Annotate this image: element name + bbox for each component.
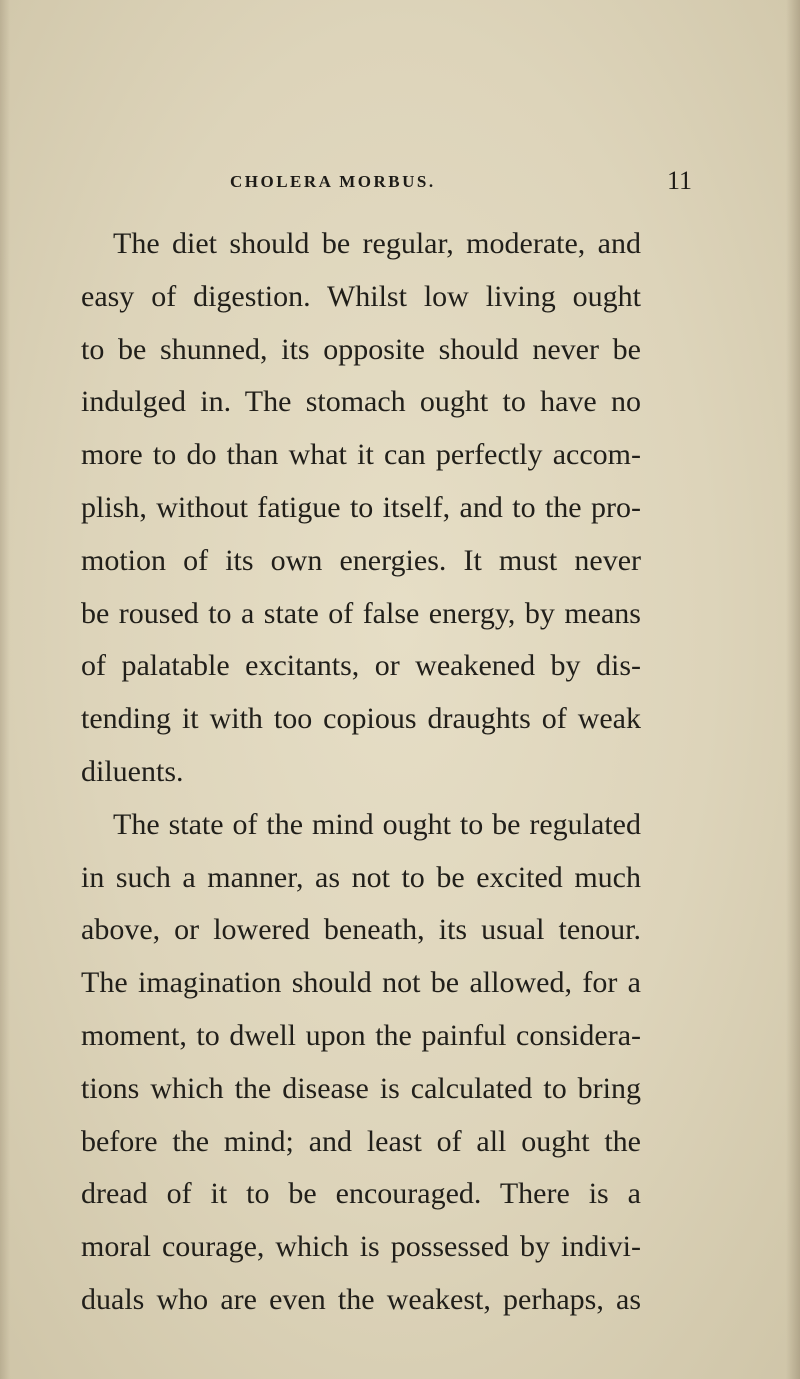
text-line: The imagination should not be allowed, for a	[81, 966, 641, 1000]
page-edge-shadow-right	[786, 0, 800, 1379]
paragraph-mind	[81, 799, 641, 1327]
text-line: easy of digestion. Whilst low living ought	[81, 279, 641, 313]
text-line: The diet should be regular, moderate, and	[113, 227, 641, 260]
text-line: motion of its own energies. It must never	[81, 543, 641, 577]
page-edge-shadow-left	[0, 0, 10, 1379]
paragraph-diet	[81, 218, 641, 799]
text-line: dread of it to be encouraged. There is a	[81, 1177, 641, 1211]
text-line: more to do than what it can perfectly accom-	[81, 438, 641, 472]
body-text	[81, 218, 641, 1327]
text-line: to be shunned, its opposite should never be	[81, 332, 641, 366]
running-head: CHOLERA MORBUS.	[230, 172, 436, 191]
text-line: moral courage, which is possessed by indivi-	[81, 1230, 641, 1264]
text-line: in such a manner, as not to be excited much	[81, 860, 641, 894]
text-line: be roused to a state of false energy, by means	[81, 596, 641, 630]
text-line: tions which the disease is calculated to bring	[81, 1071, 641, 1105]
text-line: moment, to dwell upon the painful considera-	[81, 1018, 641, 1052]
text-line: diluents.	[81, 754, 184, 788]
text-line: before the mind; and least of all ought the	[81, 1124, 641, 1158]
text-line: above, or lowered beneath, its usual tenour.	[81, 913, 641, 947]
page-header	[140, 166, 692, 200]
text-line: plish, without fatigue to itself, and to the pro-	[81, 490, 641, 524]
text-line: tending it with too copious draughts of weak	[81, 702, 641, 736]
page-number: 11	[666, 166, 692, 195]
text-line: duals who are even the weakest, perhaps, as	[81, 1282, 641, 1316]
text-line: indulged in. The stomach ought to have no	[81, 385, 641, 419]
text-line: of palatable excitants, or weakened by dis-	[81, 649, 641, 683]
text-line: The state of the mind ought to be regulated	[113, 807, 641, 841]
